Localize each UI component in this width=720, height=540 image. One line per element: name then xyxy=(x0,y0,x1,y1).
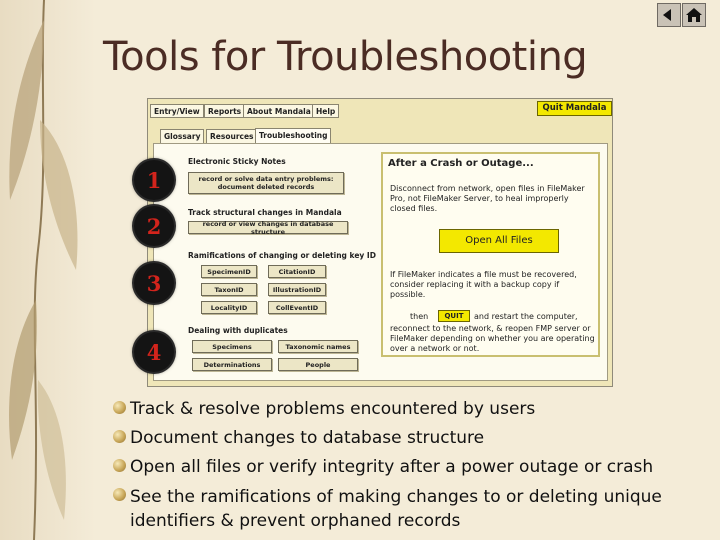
bullet-dot-icon xyxy=(113,459,126,472)
bullet-dot-icon xyxy=(113,488,126,501)
back-arrow-icon xyxy=(661,8,677,22)
structural-changes-label: Track structural changes in Mandala xyxy=(188,208,342,217)
people-button[interactable]: People xyxy=(278,358,358,371)
crash-outage-box xyxy=(381,152,600,357)
menu-reports[interactable]: Reports xyxy=(204,104,245,118)
back-button[interactable] xyxy=(657,3,681,27)
determinations-button[interactable]: Determinations xyxy=(192,358,272,371)
illustration-id-button[interactable]: IllustrationID xyxy=(268,283,326,296)
tab-troubleshooting[interactable]: Troubleshooting xyxy=(255,128,331,144)
quit-mandala-button[interactable]: Quit Mandala xyxy=(537,101,612,116)
bullet-text: See the ramifications of making changes to or deleting unique identifiers & prevent orphaned records xyxy=(130,487,662,531)
bullet-item xyxy=(113,398,713,420)
bullet-dot-icon xyxy=(113,430,126,443)
locality-id-button[interactable]: LocalityID xyxy=(201,301,257,314)
crash-title: After a Crash or Outage... xyxy=(388,158,534,169)
duplicates-label: Dealing with duplicates xyxy=(188,326,288,335)
step-badge-2: 2 xyxy=(134,206,174,246)
crash-text-then: then xyxy=(410,312,429,321)
slide-title: Tools for Troubleshooting xyxy=(103,34,588,80)
menu-entry-view[interactable]: Entry/View xyxy=(150,104,204,118)
menu-bar xyxy=(148,99,612,119)
citation-id-button[interactable]: CitationID xyxy=(268,265,326,278)
crash-text-reconnect: reconnect to the network, & reopen FMP server or FileMaker depending on whether you are operating over a network or not. xyxy=(390,324,595,353)
crash-text-recover: If FileMaker indicates a file must be recovered, consider replacing it with a backup copy if possible. xyxy=(390,270,577,299)
tab-resources[interactable]: Resources xyxy=(206,129,258,143)
bullet-item xyxy=(113,456,713,478)
menu-about[interactable]: About Mandala xyxy=(243,104,315,118)
open-all-files-button[interactable]: Open All Files xyxy=(439,229,559,253)
sticky-notes-label: Electronic Sticky Notes xyxy=(188,157,286,166)
ramifications-label: Ramifications of changing or deleting key ID xyxy=(188,251,376,260)
coll-event-id-button[interactable]: CollEventID xyxy=(268,301,326,314)
leaf-branch-decoration xyxy=(0,0,110,540)
crash-text-restart: and restart the computer, xyxy=(474,312,578,321)
quit-button[interactable]: QUIT xyxy=(438,310,470,322)
specimen-id-button[interactable]: SpecimenID xyxy=(201,265,257,278)
step-badge-1: 1 xyxy=(134,160,174,200)
bullet-dot-icon xyxy=(113,401,126,414)
mandala-troubleshooting-window xyxy=(147,98,613,387)
specimens-button[interactable]: Specimens xyxy=(192,340,272,353)
home-icon xyxy=(685,7,703,23)
structural-changes-button[interactable]: record or view changes in database structure xyxy=(188,221,348,234)
step-badge-4: 4 xyxy=(134,332,174,372)
bullet-text: Open all files or verify integrity after a power outage or crash xyxy=(130,457,654,477)
bullet-text: Document changes to database structure xyxy=(130,428,485,448)
step-badge-3: 3 xyxy=(134,263,174,303)
sticky-notes-button[interactable]: record or solve data entry problems: document deleted records xyxy=(188,172,344,194)
taxon-id-button[interactable]: TaxonID xyxy=(201,283,257,296)
bullet-item xyxy=(113,485,713,533)
bullet-text: Track & resolve problems encountered by users xyxy=(130,399,536,419)
bullet-item xyxy=(113,427,713,449)
crash-text-disconnect: Disconnect from network, open files in FileMaker Pro, not FileMaker Server, to heal improperly closed files. xyxy=(390,184,585,213)
home-button[interactable] xyxy=(682,3,706,27)
tab-glossary[interactable]: Glossary xyxy=(160,129,204,143)
menu-help[interactable]: Help xyxy=(312,104,339,118)
taxonomic-names-button[interactable]: Taxonomic names xyxy=(278,340,358,353)
bullet-list xyxy=(113,398,713,540)
